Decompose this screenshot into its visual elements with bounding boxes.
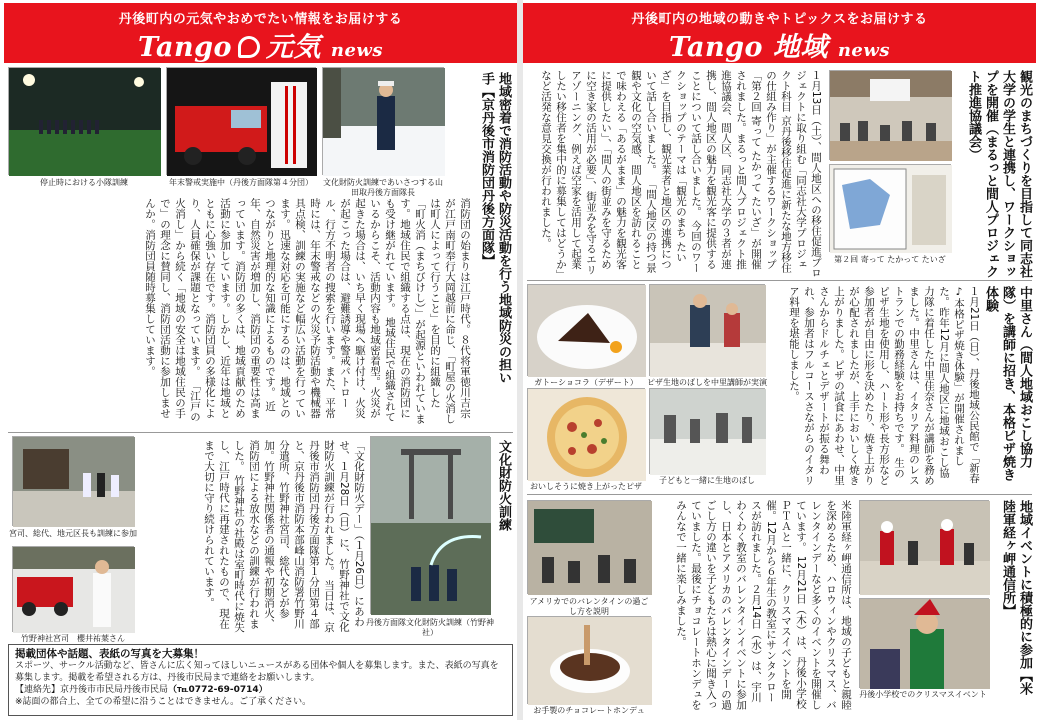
right-page-chiiki-news	[523, 0, 1036, 720]
tango-logo-icon	[238, 36, 260, 58]
valentine-explain-image	[528, 501, 652, 595]
article-fire-brigade-headline: 地域密着で消防活動や防災活動を行う地域防災の担い手【京丹後市消防団丹後方面隊】	[479, 72, 511, 384]
caption-kids-dough: 子どもと一緒に生地のばし	[659, 476, 755, 485]
caption-shrine-priest: 竹野神社宮司 櫻井祐葉さん	[21, 634, 125, 643]
article-workshop-body: １月13日（土）、間人地区への移住促進プロジェクトに取り組む「同志社大学プロジェクト科目 京丹後移住促進に新たな地方移住の仕組み作り」が主催するワークショップ「第２回 寄って たかって たいざ」が開催されました。まるっと間人プロジェクト推進協議会、間人区、同志社大学の３者が連携し、間人地区の魅力を観光客に提供することについて話し合いました。 今回のワークショップのテーマは「観光のまち たいざ」を目指し、観光業者と地区の連携について話し合いました。 「間人地区の持つ景観や文化の空気感、間人地区を訪れることで味わえる「あるがまま」の魅力を観光客に提供したい」、「間人の街並みを守るために空き家の活用が必要」、街並みを守るエリアゾーニング、例えば空家を活用して起業したい移住者を集中的に募集してはどうか」など活発な意見交換が行われました。	[540, 70, 822, 278]
night-drill-image	[9, 68, 161, 176]
notice-contact	[15, 684, 506, 696]
banner-title-right-chiiki: 地域	[772, 32, 828, 63]
caption-commander-speech: 文化財防火訓練であいさつする山田取丹後方面隊長	[323, 178, 443, 197]
divider-right-2	[527, 494, 1032, 495]
article-fire-brigade-body: 消防団の始まりは江戸時代。８代将軍徳川吉宗が江戸南町奉行大岡越前に命じ、「町屋の火消しは町人によって行うこと」を目的に組織した「町火消（まちびけし）」が起源といわれています。地域住民で組織する点は、現在の消防団にも受け継がれています。 地域住民で組織されているからこそ、活動内容も地域密着型。火災が起きた場合は、いち早く現場へ駆け付け、火災が起こった場合は、避難誘導や警戒パトロール、行方不明者の捜索を行います。また、平常時には、年末警戒などの火災予防活動や機械器具点検、訓練の実施など幅広い活動を行っています。迅速な対応を可能にするのは、地域とのつながりと地理的な知識によるものです。 近年、自然災害が増加し、消防団の重要性は高まっています。消防団の多くは、地域貢献のため活動に参加しています。しかし、近年は地域とともに心強い存在です。消防団員の多様化により、人員確保が課題となっています。 「江戸の火消し」から続く「地域の安全は地域住民の手で」の理念に賛同し、消防団活動に参加しませんか。消防団員随時募集しています。	[144, 198, 471, 424]
caption-chocolate-fondue: お手製のチョコレートホンデュ	[533, 706, 645, 715]
chiiki-news-banner	[523, 3, 1036, 63]
submission-notice-box	[8, 644, 513, 716]
caption-dough-demo: ピザ生地のばしを中里講師が実演	[647, 378, 767, 387]
caption-christmas-event: 丹後小学校でのクリスマスイベント	[859, 690, 987, 699]
notice-tel: （℡0772-69-0714）	[168, 685, 268, 695]
photo-shrine-drill	[370, 436, 490, 614]
fire-truck-image	[167, 68, 317, 176]
gateau-chocolat-image	[528, 285, 646, 377]
shrine-priest-image	[13, 547, 135, 633]
kids-dough-image	[650, 389, 766, 475]
photo-commander-speech	[322, 67, 444, 175]
chocolate-fondue-image	[528, 617, 652, 705]
left-page-genki-news	[4, 0, 517, 720]
notice-footnote: ※誌面の都合上、全ての希望に沿うことはできません。ご了承ください。	[15, 697, 312, 707]
article-workshop-headline: 観光のまちづくりを目指して同志社大学の学生と連携し、ワークショップを開催（まるっと間人プロジェクト推進協議会）	[966, 70, 1032, 278]
dough-demo-image	[650, 285, 766, 377]
notice-title: 掲載団体や話題、表紙の写真を大募集！	[15, 648, 204, 660]
banner-title-right-news: news	[837, 40, 890, 61]
banner-tagline-right: 丹後町内の地域の動きやトピックスをお届けする	[631, 12, 928, 27]
photo-valentine-explain	[527, 500, 651, 594]
photo-shrine-participants	[12, 436, 134, 526]
article-pizza-body: １月21日（日）、丹後地域公民館で「新春♪本格ピザ焼き体験」が開催されました。昨年12月に間人地区に地域おこし協力隊に着任した中里佳奈さんが講師を務めました。中里さんは、イタリア料理のレストランでの勤務経験をお持ちです。 生のピザ生地を使用し、ハート形や長方形など参加者が自由に形を決めたり、焼き上がりが心配されましたが、上手においしく焼き上がりました。ピザの試食にあわせ、中里さんからドルチェとデザートが振る舞われ、参加者はフルコースさながらのイタリア料理を堪能しました。	[788, 286, 980, 486]
banner-title-tango: Tango	[137, 32, 232, 63]
caption-fire-truck: 年末警戒実施中（丹後方面隊第４分団）	[169, 178, 313, 187]
photo-shrine-priest	[12, 546, 134, 632]
caption-valentine-explain: アメリカでのバレンタインの過ごし方を説明	[529, 597, 649, 616]
banner-title-right	[523, 25, 1036, 64]
banner-tagline: 丹後町内の元気やおめでたい情報をお届けする	[118, 12, 403, 27]
caption-workshop: 第２回 寄って たかって たいざ	[834, 255, 946, 264]
banner-title-genki: 元気	[265, 32, 321, 63]
article-usarmy-body: 米陸軍経ヶ岬通信所は、地域の子どもと親睦を深めるため、ハロウィンやクリスマス、バレンタインデーなど多くのイベントを開催しています。 12月21日（木）は、丹後小学校ＰＴＡと一緒に、クリスマスイベントを開催。12月から６年生の教室にサンタクロースが訪れました。２月14日（水）は、宇川わくわく教室のバレンタインイベントに参加し、日本とアメリカのバレンタインデーの過ごし方の違いを子どもたちは熱心に聞き入っていました。最後にチョコレートホンデュをみんなで一緒に楽しみました。	[675, 500, 852, 710]
workshop-map-image	[830, 165, 952, 253]
commander-speech-image	[323, 68, 445, 176]
shrine-participants-image	[13, 437, 135, 527]
caption-shrine-drill: 丹後方面隊文化財防火訓練（竹野神社）	[366, 618, 494, 637]
christmas-event-image	[860, 501, 990, 595]
banner-title-right-tango: Tango	[668, 32, 764, 63]
genki-news-banner	[4, 3, 517, 63]
article-cultural-drill-body: 「文化財防火デー」（１月26日）にあわせ、１月28日（日）に、竹野神社で文化財防火訓練が行われました。 当日は、京丹後市消防団丹後方面隊第１分団第４部と、京丹後市消防本部峰山消防署竹野川分遣所、竹野神社宮司、総代などが参加。竹野神社関係者の通報や初期消火、消防団による放水などの訓練が行われました。 竹野神社の社殿は室町時代に焼失し、江戸時代に再建されたもので、現在まで大切に守り続けられています。	[203, 440, 365, 633]
photo-kids-dough	[649, 388, 765, 474]
photo-gateau-chocolat	[527, 284, 645, 376]
photo-fire-truck	[166, 67, 316, 175]
photo-baked-pizza	[527, 388, 645, 480]
notice-contact-label: 【連絡先】京丹後市市民局丹後市民局	[15, 685, 169, 695]
article-cultural-drill-headline: 文化財防火訓練	[496, 440, 511, 531]
caption-night-drill: 停止時における小隊訓練	[40, 178, 128, 187]
photo-night-drill	[8, 67, 160, 175]
caption-shrine-participants: 宮司、総代、地元区長も訓練に参加	[9, 529, 137, 538]
banner-title	[4, 25, 517, 64]
caption-baked-pizza: おいしそうに焼き上がったピザ	[530, 482, 642, 491]
divider-left-middle	[8, 432, 513, 433]
caption-gateau-chocolat: ガトーショコラ（デザート）	[534, 378, 638, 387]
photo-christmas-santa	[859, 598, 989, 688]
baked-pizza-image	[528, 389, 646, 481]
photo-dough-demo	[649, 284, 765, 376]
photo-chocolate-fondue	[527, 616, 651, 704]
article-pizza-headline: 中里さん（間人地域おこし協力隊）を講師に招き、本格ピザ焼き体験	[983, 286, 1032, 481]
divider-right-1	[527, 280, 1032, 281]
photo-christmas-event	[859, 500, 989, 594]
christmas-santa-image	[860, 599, 990, 689]
workshop-hall-image	[830, 71, 952, 161]
notice-body: スポーツ、サークル活動など、皆さんに広く知ってほしいニュースがある団体や個人を募集します。また、表紙の写真を募集します。掲載を希望される方は、丹後市民局まで連絡をお願いします。	[15, 661, 499, 683]
photo-workshop-map	[829, 164, 951, 252]
banner-title-news: news	[330, 40, 384, 61]
article-usarmy-headline: 地域イベントに積極的に参加【米陸軍経ヶ岬通信所】	[1000, 500, 1032, 695]
photo-workshop-hall	[829, 70, 951, 160]
shrine-drill-image	[371, 437, 491, 615]
